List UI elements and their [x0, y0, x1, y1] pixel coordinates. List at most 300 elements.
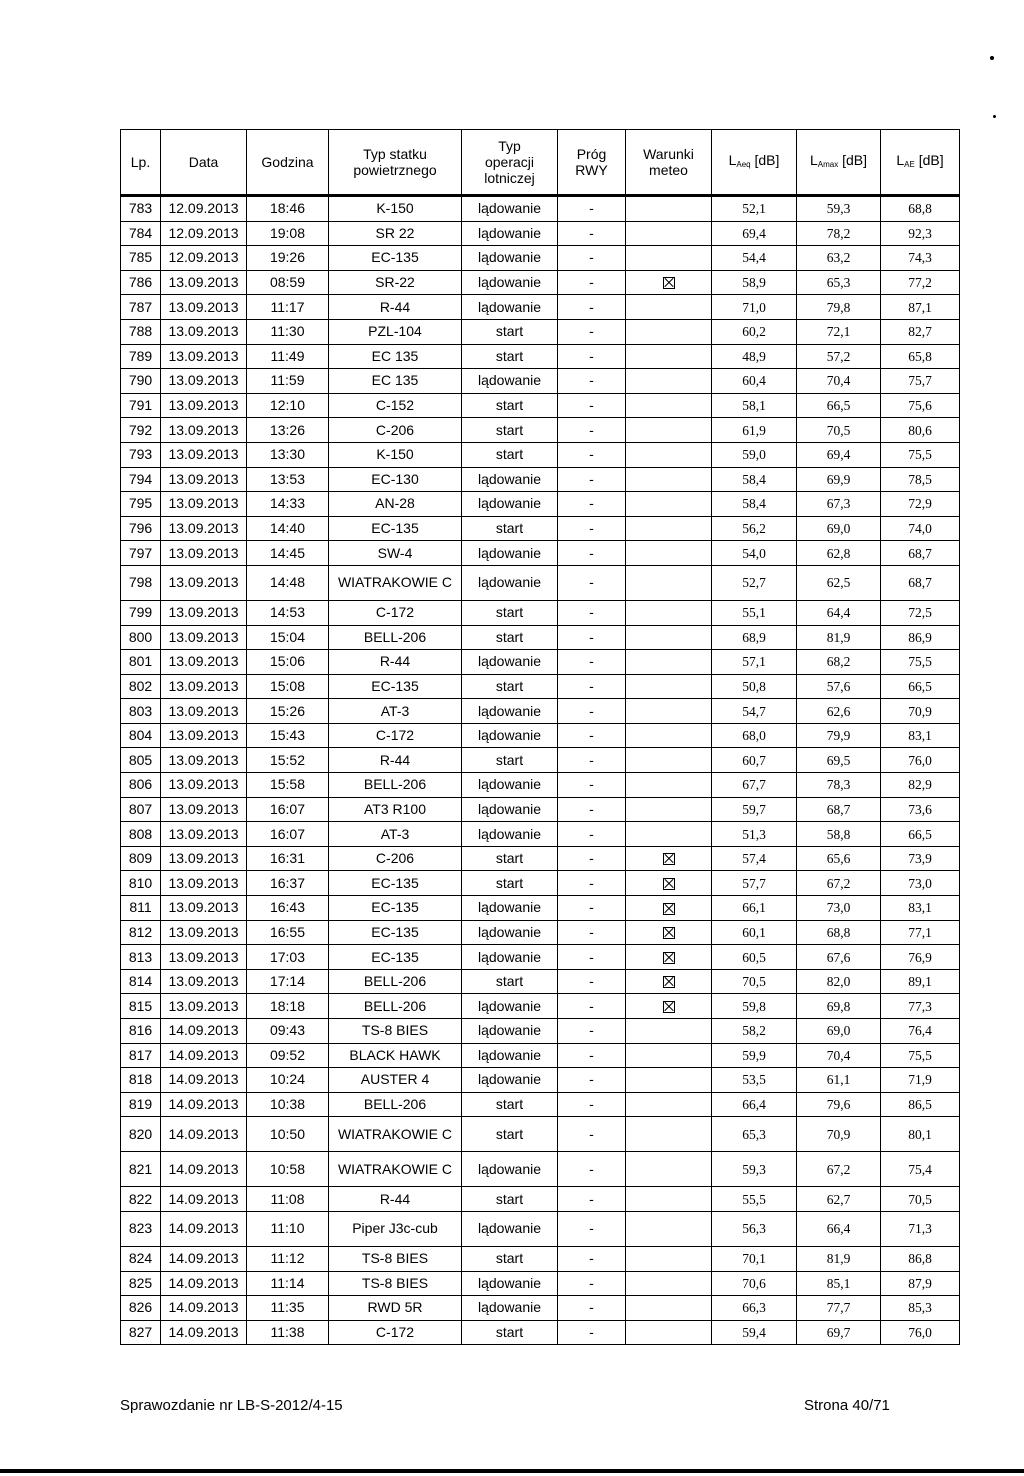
table-row — [121, 565, 960, 600]
cell-time: 19:26 — [247, 246, 329, 271]
cell-operation: lądowanie — [462, 1211, 558, 1246]
scan-dot — [993, 115, 996, 118]
cell-date: 14.09.2013 — [161, 1246, 247, 1271]
col-data: Data — [161, 130, 247, 196]
cell-lae: 83,1 — [881, 896, 960, 921]
cell-meteo — [626, 945, 712, 970]
col-typ-statku: Typ statku powietrznego — [329, 130, 462, 196]
cell-meteo — [626, 1187, 712, 1212]
cell-rwy: - — [558, 773, 626, 798]
cell-lae: 77,2 — [881, 270, 960, 295]
cell-laeq: 57,1 — [712, 650, 797, 675]
cell-lp: 795 — [121, 492, 161, 517]
cell-laeq: 59,0 — [712, 442, 797, 467]
cell-lamax: 77,7 — [797, 1296, 881, 1321]
cell-lamax: 67,2 — [797, 871, 881, 896]
cell-lp: 812 — [121, 920, 161, 945]
cell-operation: start — [462, 393, 558, 418]
cell-rwy: - — [558, 1320, 626, 1345]
cell-operation: lądowanie — [462, 467, 558, 492]
cell-time: 11:08 — [247, 1187, 329, 1212]
cell-date: 14.09.2013 — [161, 1117, 247, 1152]
cell-time: 19:08 — [247, 221, 329, 246]
cell-date: 13.09.2013 — [161, 393, 247, 418]
cell-aircraft: SR-22 — [329, 270, 462, 295]
cell-laeq: 54,7 — [712, 699, 797, 724]
cell-aircraft: EC-135 — [329, 945, 462, 970]
cell-laeq: 55,5 — [712, 1187, 797, 1212]
cell-lae: 80,6 — [881, 418, 960, 443]
cell-lae: 71,9 — [881, 1068, 960, 1093]
table-row — [121, 246, 960, 271]
cell-lae: 83,1 — [881, 723, 960, 748]
cell-lp: 799 — [121, 600, 161, 625]
cell-date: 13.09.2013 — [161, 920, 247, 945]
cell-time: 18:46 — [247, 196, 329, 222]
col-lamax: $L_{Amax}$ [dB] — [797, 130, 881, 196]
checked-box-icon — [663, 1001, 675, 1013]
table-row — [121, 516, 960, 541]
cell-rwy: - — [558, 994, 626, 1019]
cell-lamax: 85,1 — [797, 1271, 881, 1296]
cell-aircraft: BELL-206 — [329, 994, 462, 1019]
cell-time: 17:03 — [247, 945, 329, 970]
cell-rwy: - — [558, 969, 626, 994]
cell-laeq: 66,1 — [712, 896, 797, 921]
cell-time: 11:30 — [247, 319, 329, 344]
cell-lp: 796 — [121, 516, 161, 541]
cell-time: 10:58 — [247, 1152, 329, 1187]
cell-date: 13.09.2013 — [161, 295, 247, 320]
cell-lamax: 79,6 — [797, 1092, 881, 1117]
cell-aircraft: TS-8 BIES — [329, 1271, 462, 1296]
cell-date: 13.09.2013 — [161, 565, 247, 600]
cell-meteo — [626, 797, 712, 822]
cell-laeq: 54,4 — [712, 246, 797, 271]
cell-time: 16:07 — [247, 822, 329, 847]
cell-lae: 73,9 — [881, 846, 960, 871]
cell-laeq: 60,7 — [712, 748, 797, 773]
cell-operation: start — [462, 344, 558, 369]
cell-rwy: - — [558, 674, 626, 699]
cell-lamax: 78,2 — [797, 221, 881, 246]
table-row — [121, 1296, 960, 1321]
cell-lae: 74,0 — [881, 516, 960, 541]
cell-laeq: 60,4 — [712, 369, 797, 394]
cell-lamax: 58,8 — [797, 822, 881, 847]
cell-operation: lądowanie — [462, 994, 558, 1019]
cell-lp: 810 — [121, 871, 161, 896]
cell-date: 13.09.2013 — [161, 319, 247, 344]
cell-date: 13.09.2013 — [161, 945, 247, 970]
cell-meteo — [626, 1320, 712, 1345]
cell-date: 13.09.2013 — [161, 723, 247, 748]
cell-rwy: - — [558, 871, 626, 896]
cell-laeq: 69,4 — [712, 221, 797, 246]
cell-lp: 817 — [121, 1043, 161, 1068]
cell-time: 11:17 — [247, 295, 329, 320]
cell-rwy: - — [558, 1296, 626, 1321]
cell-meteo — [626, 319, 712, 344]
cell-time: 16:37 — [247, 871, 329, 896]
cell-lae: 75,4 — [881, 1152, 960, 1187]
col-laeq-unit: [dB] — [754, 151, 780, 168]
table-row — [121, 748, 960, 773]
cell-lae: 71,3 — [881, 1211, 960, 1246]
cell-rwy: - — [558, 920, 626, 945]
checked-box-icon — [663, 903, 675, 915]
cell-rwy: - — [558, 1271, 626, 1296]
cell-date: 13.09.2013 — [161, 699, 247, 724]
table-row — [121, 1117, 960, 1152]
cell-lamax: 67,2 — [797, 1152, 881, 1187]
cell-laeq: 59,3 — [712, 1152, 797, 1187]
table-row — [121, 797, 960, 822]
cell-rwy: - — [558, 1246, 626, 1271]
cell-lae: 92,3 — [881, 221, 960, 246]
cell-lamax: 66,5 — [797, 393, 881, 418]
col-prog: Próg RWY — [558, 130, 626, 196]
table-row — [121, 650, 960, 675]
cell-aircraft: AT-3 — [329, 822, 462, 847]
cell-lae: 65,8 — [881, 344, 960, 369]
cell-date: 12.09.2013 — [161, 221, 247, 246]
cell-operation: start — [462, 600, 558, 625]
table-body — [121, 196, 960, 1345]
cell-date: 14.09.2013 — [161, 1211, 247, 1246]
cell-time: 11:12 — [247, 1246, 329, 1271]
cell-meteo — [626, 1068, 712, 1093]
cell-lae: 68,8 — [881, 196, 960, 222]
checked-box-icon — [663, 976, 675, 988]
cell-time: 11:38 — [247, 1320, 329, 1345]
cell-rwy: - — [558, 650, 626, 675]
cell-meteo — [626, 1043, 712, 1068]
cell-lp: 798 — [121, 565, 161, 600]
cell-rwy: - — [558, 945, 626, 970]
cell-operation: start — [462, 442, 558, 467]
cell-lamax: 59,3 — [797, 196, 881, 222]
cell-lp: 826 — [121, 1296, 161, 1321]
cell-lp: 824 — [121, 1246, 161, 1271]
cell-rwy: - — [558, 393, 626, 418]
cell-lp: 808 — [121, 822, 161, 847]
cell-date: 14.09.2013 — [161, 1019, 247, 1044]
cell-lamax: 69,0 — [797, 1019, 881, 1044]
cell-rwy: - — [558, 541, 626, 566]
cell-time: 12:10 — [247, 393, 329, 418]
cell-laeq: 58,1 — [712, 393, 797, 418]
cell-laeq: 60,5 — [712, 945, 797, 970]
cell-rwy: - — [558, 797, 626, 822]
cell-time: 15:52 — [247, 748, 329, 773]
table-row — [121, 699, 960, 724]
cell-lae: 85,3 — [881, 1296, 960, 1321]
cell-lamax: 82,0 — [797, 969, 881, 994]
cell-lae: 75,5 — [881, 1043, 960, 1068]
cell-lamax: 70,9 — [797, 1117, 881, 1152]
cell-laeq: 65,3 — [712, 1117, 797, 1152]
cell-lae: 78,5 — [881, 467, 960, 492]
measurement-table — [120, 129, 960, 1345]
cell-lae: 72,9 — [881, 492, 960, 517]
cell-rwy: - — [558, 369, 626, 394]
cell-rwy: - — [558, 846, 626, 871]
cell-lamax: 67,6 — [797, 945, 881, 970]
cell-lp: 815 — [121, 994, 161, 1019]
cell-lamax: 81,9 — [797, 1246, 881, 1271]
cell-time: 13:53 — [247, 467, 329, 492]
cell-date: 13.09.2013 — [161, 994, 247, 1019]
cell-meteo — [626, 1211, 712, 1246]
cell-operation: start — [462, 625, 558, 650]
cell-lamax: 68,8 — [797, 920, 881, 945]
cell-meteo — [626, 516, 712, 541]
cell-lae: 68,7 — [881, 565, 960, 600]
cell-lamax: 68,2 — [797, 650, 881, 675]
cell-laeq: 57,4 — [712, 846, 797, 871]
cell-lamax: 66,4 — [797, 1211, 881, 1246]
cell-lp: 820 — [121, 1117, 161, 1152]
cell-lp: 811 — [121, 896, 161, 921]
cell-date: 13.09.2013 — [161, 674, 247, 699]
cell-laeq: 55,1 — [712, 600, 797, 625]
cell-lae: 75,5 — [881, 442, 960, 467]
cell-lae: 86,5 — [881, 1092, 960, 1117]
cell-aircraft: R-44 — [329, 650, 462, 675]
cell-aircraft: C-172 — [329, 723, 462, 748]
cell-laeq: 66,4 — [712, 1092, 797, 1117]
table-row — [121, 969, 960, 994]
cell-aircraft: EC-135 — [329, 246, 462, 271]
cell-aircraft: R-44 — [329, 1187, 462, 1212]
cell-meteo — [626, 896, 712, 921]
cell-operation: start — [462, 1092, 558, 1117]
cell-date: 14.09.2013 — [161, 1043, 247, 1068]
cell-time: 16:43 — [247, 896, 329, 921]
cell-aircraft: PZL-104 — [329, 319, 462, 344]
cell-rwy: - — [558, 723, 626, 748]
cell-time: 16:07 — [247, 797, 329, 822]
col-lamax-unit: [dB] — [842, 151, 868, 168]
cell-laeq: 58,2 — [712, 1019, 797, 1044]
scan-dot — [990, 56, 994, 60]
cell-operation: lądowanie — [462, 773, 558, 798]
cell-laeq: 48,9 — [712, 344, 797, 369]
cell-lamax: 63,2 — [797, 246, 881, 271]
cell-time: 09:52 — [247, 1043, 329, 1068]
col-typ-operacji: Typ operacji lotniczej — [462, 130, 558, 196]
cell-aircraft: C-172 — [329, 1320, 462, 1345]
cell-lp: 823 — [121, 1211, 161, 1246]
cell-operation: lądowanie — [462, 246, 558, 271]
cell-lamax: 69,4 — [797, 442, 881, 467]
cell-date: 13.09.2013 — [161, 344, 247, 369]
cell-aircraft: SW-4 — [329, 541, 462, 566]
cell-operation: lądowanie — [462, 196, 558, 222]
cell-lamax: 57,6 — [797, 674, 881, 699]
cell-meteo — [626, 196, 712, 222]
table-row — [121, 319, 960, 344]
cell-meteo — [626, 295, 712, 320]
cell-aircraft: AUSTER 4 — [329, 1068, 462, 1093]
cell-lae: 76,4 — [881, 1019, 960, 1044]
cell-aircraft: WIATRAKOWIE C — [329, 1117, 462, 1152]
cell-date: 13.09.2013 — [161, 969, 247, 994]
cell-laeq: 71,0 — [712, 295, 797, 320]
cell-time: 08:59 — [247, 270, 329, 295]
cell-operation: start — [462, 674, 558, 699]
cell-meteo — [626, 920, 712, 945]
cell-aircraft: C-206 — [329, 846, 462, 871]
cell-rwy: - — [558, 822, 626, 847]
table-row — [121, 1320, 960, 1345]
cell-lamax: 70,4 — [797, 369, 881, 394]
cell-rwy: - — [558, 748, 626, 773]
cell-lamax: 70,5 — [797, 418, 881, 443]
cell-time: 17:14 — [247, 969, 329, 994]
cell-lamax: 62,6 — [797, 699, 881, 724]
cell-lamax: 62,8 — [797, 541, 881, 566]
cell-meteo — [626, 221, 712, 246]
table-row — [121, 945, 960, 970]
cell-operation: start — [462, 1187, 558, 1212]
cell-time: 16:55 — [247, 920, 329, 945]
cell-rwy: - — [558, 1068, 626, 1093]
cell-operation: lądowanie — [462, 945, 558, 970]
table-row — [121, 773, 960, 798]
cell-lp: 787 — [121, 295, 161, 320]
cell-date: 13.09.2013 — [161, 822, 247, 847]
cell-date: 13.09.2013 — [161, 896, 247, 921]
cell-lamax: 69,0 — [797, 516, 881, 541]
table-row — [121, 723, 960, 748]
cell-date: 14.09.2013 — [161, 1068, 247, 1093]
cell-lae: 75,6 — [881, 393, 960, 418]
cell-time: 16:31 — [247, 846, 329, 871]
cell-time: 15:43 — [247, 723, 329, 748]
table-row — [121, 1092, 960, 1117]
cell-aircraft: BELL-206 — [329, 969, 462, 994]
cell-lp: 825 — [121, 1271, 161, 1296]
table-row — [121, 467, 960, 492]
cell-meteo — [626, 393, 712, 418]
cell-time: 14:53 — [247, 600, 329, 625]
cell-meteo — [626, 748, 712, 773]
cell-aircraft: RWD 5R — [329, 1296, 462, 1321]
cell-lae: 74,3 — [881, 246, 960, 271]
cell-operation: lądowanie — [462, 1068, 558, 1093]
cell-lae: 72,5 — [881, 600, 960, 625]
cell-meteo — [626, 822, 712, 847]
cell-lp: 816 — [121, 1019, 161, 1044]
cell-laeq: 53,5 — [712, 1068, 797, 1093]
cell-meteo — [626, 871, 712, 896]
cell-aircraft: BELL-206 — [329, 1092, 462, 1117]
cell-meteo — [626, 773, 712, 798]
cell-operation: lądowanie — [462, 270, 558, 295]
cell-laeq: 70,5 — [712, 969, 797, 994]
table-row — [121, 369, 960, 394]
cell-aircraft: EC-135 — [329, 674, 462, 699]
cell-rwy: - — [558, 516, 626, 541]
cell-rwy: - — [558, 221, 626, 246]
cell-rwy: - — [558, 1019, 626, 1044]
cell-lamax: 73,0 — [797, 896, 881, 921]
cell-laeq: 70,1 — [712, 1246, 797, 1271]
cell-meteo — [626, 467, 712, 492]
table-row — [121, 196, 960, 222]
cell-operation: lądowanie — [462, 797, 558, 822]
cell-operation: start — [462, 418, 558, 443]
cell-lamax: 79,8 — [797, 295, 881, 320]
cell-date: 13.09.2013 — [161, 442, 247, 467]
cell-lp: 813 — [121, 945, 161, 970]
cell-operation: start — [462, 1320, 558, 1345]
cell-aircraft: TS-8 BIES — [329, 1246, 462, 1271]
cell-date: 14.09.2013 — [161, 1187, 247, 1212]
col-godzina: Godzina — [247, 130, 329, 196]
cell-aircraft: BLACK HAWK — [329, 1043, 462, 1068]
cell-meteo — [626, 541, 712, 566]
cell-rwy: - — [558, 246, 626, 271]
cell-meteo — [626, 699, 712, 724]
cell-lp: 785 — [121, 246, 161, 271]
table-row — [121, 1271, 960, 1296]
cell-lp: 794 — [121, 467, 161, 492]
cell-rwy: - — [558, 600, 626, 625]
cell-date: 14.09.2013 — [161, 1296, 247, 1321]
cell-time: 14:40 — [247, 516, 329, 541]
table-row — [121, 492, 960, 517]
cell-lae: 87,9 — [881, 1271, 960, 1296]
cell-lp: 784 — [121, 221, 161, 246]
table-row — [121, 920, 960, 945]
cell-aircraft: K-150 — [329, 442, 462, 467]
cell-operation: lądowanie — [462, 723, 558, 748]
cell-meteo — [626, 369, 712, 394]
cell-lp: 790 — [121, 369, 161, 394]
cell-lae: 75,5 — [881, 650, 960, 675]
cell-lae: 66,5 — [881, 674, 960, 699]
cell-meteo — [626, 674, 712, 699]
cell-date: 14.09.2013 — [161, 1092, 247, 1117]
col-warunki: Warunki meteo — [626, 130, 712, 196]
cell-operation: lądowanie — [462, 920, 558, 945]
cell-time: 11:14 — [247, 1271, 329, 1296]
cell-aircraft: EC-135 — [329, 871, 462, 896]
cell-lp: 819 — [121, 1092, 161, 1117]
cell-aircraft: AN-28 — [329, 492, 462, 517]
cell-meteo — [626, 600, 712, 625]
cell-lae: 66,5 — [881, 822, 960, 847]
cell-rwy: - — [558, 699, 626, 724]
checked-box-icon — [663, 927, 675, 939]
cell-aircraft: EC 135 — [329, 344, 462, 369]
cell-laeq: 61,9 — [712, 418, 797, 443]
cell-lae: 80,1 — [881, 1117, 960, 1152]
cell-lae: 87,1 — [881, 295, 960, 320]
cell-time: 13:26 — [247, 418, 329, 443]
cell-time: 10:24 — [247, 1068, 329, 1093]
cell-rwy: - — [558, 270, 626, 295]
cell-date: 13.09.2013 — [161, 369, 247, 394]
cell-operation: lądowanie — [462, 822, 558, 847]
cell-rwy: - — [558, 1187, 626, 1212]
cell-operation: lądowanie — [462, 541, 558, 566]
cell-laeq: 60,2 — [712, 319, 797, 344]
cell-date: 14.09.2013 — [161, 1152, 247, 1187]
